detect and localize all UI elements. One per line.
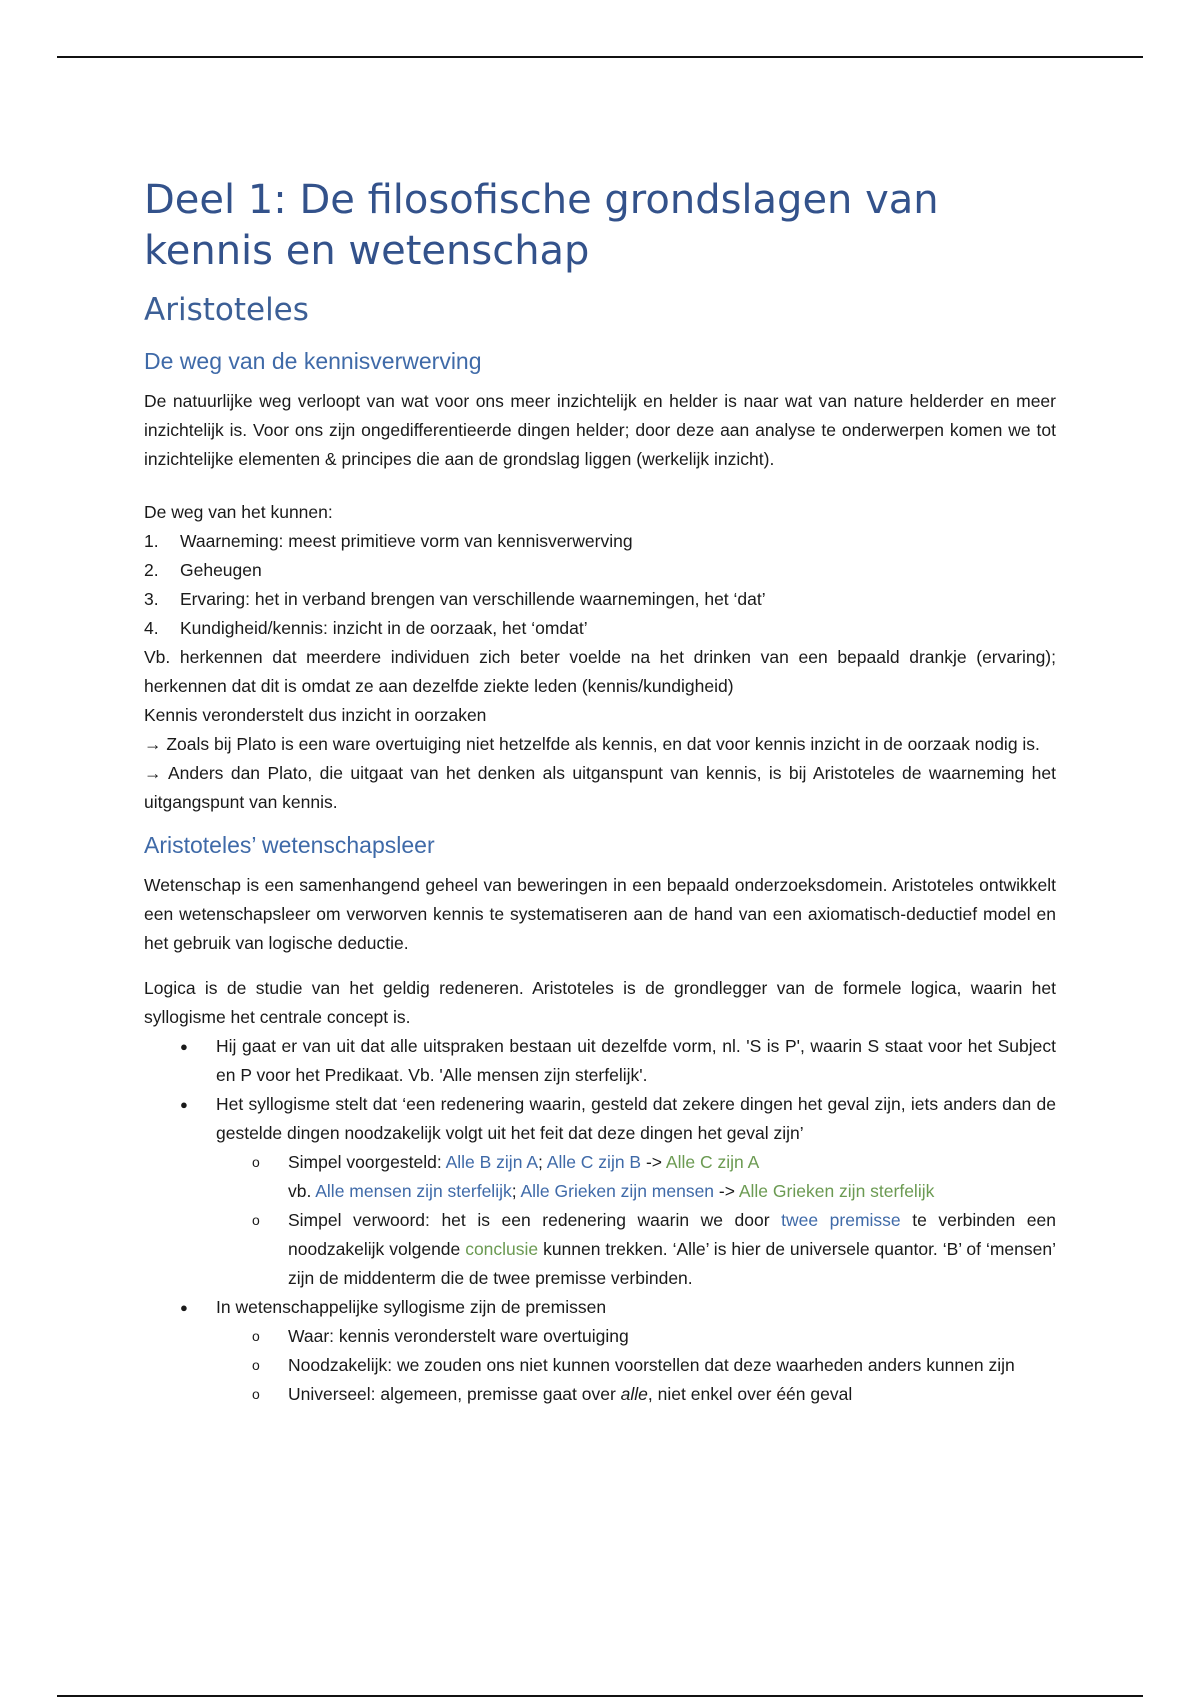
sub-item-voorgesteld: o Simpel voorgesteld: Alle B zijn A; Alle C zijn B -> Alle C zijn A vb. Alle mensen zijn sterfelijk; Alle Grieken zijn mensen -> Alle Grieken zijn sterfelijk bbox=[252, 1148, 1056, 1206]
wetenschap-paragraph: Wetenschap is een samenhangend geheel van beweringen in een bepaald onderzoeksdomein. Aristoteles ontwikkelt een wetenschapsleer om verworven kennis te systematiseren aan de hand van een axiomatisch-deductief model en het gebruik van logische deductie. bbox=[144, 875, 1056, 953]
sub-item-waar: o Waar: kennis veronderstelt ware overtuiging bbox=[252, 1322, 1056, 1351]
bullet-icon: ● bbox=[180, 1300, 188, 1315]
sub-item-universeel: o Universeel: algemeen, premisse gaat over alle, niet enkel over één geval bbox=[252, 1380, 1056, 1409]
bullet-item-syllogisme: ● Het syllogisme stelt dat ‘een redenering waarin, gesteld dat zekere dingen het geval zijn, iets anders dan de gestelde dingen noodzakelijk volgt uit het feit dat deze dingen het geval zijn’ o Simpel voorgesteld: Alle B zijn A; Alle C zijn B -> Alle C zijn A vb. Alle mensen zijn sterfelijk; Alle Grieken zijn mensen -> Alle Grieken zijn sterfelijk o Simpel verwoord: het is een redenering waarin we door twee premisse te verbinden een noodzakelijk volgende conclusie kunnen trekken. ‘Alle’ is hier de universele quantor. ‘B’ of ‘mensen’ zijn de middenterm die de twee premisse verbinden. bbox=[180, 1090, 1056, 1293]
sub-item-verwoord: o Simpel verwoord: het is een redenering waarin we door twee premisse te verbinden een noodzakelijk volgende conclusie kunnen trekken. ‘Alle’ is hier de universele quantor. ‘B’ of ‘mensen’ zijn de middenterm die de twee premisse verbinden. bbox=[252, 1206, 1056, 1293]
intro-paragraph: De natuurlijke weg verloopt van wat voor ons meer inzichtelijk en helder is naar wat van nature helderder en meer inzichtelijk is. Voor ons zijn ongedifferentieerde dingen helder; door deze aan analyse te onderwerpen komen we tot inzichtelijke elementen & principes die aan de grondslag liggen (werkelijk inzicht). bbox=[144, 391, 1056, 469]
circle-bullet-icon: o bbox=[252, 1386, 260, 1402]
bullet-icon: ● bbox=[180, 1097, 188, 1112]
subheading-kennisverwerving: De weg van de kennisverwerving bbox=[144, 348, 482, 374]
circle-bullet-icon: o bbox=[252, 1154, 260, 1170]
page-title: Deel 1: De filosofische grondslagen van kennis en wetenschap bbox=[144, 177, 939, 274]
list-item: 1. Waarneming: meest primitieve vorm van kennisverwerving bbox=[144, 531, 633, 551]
bottom-rule bbox=[57, 1695, 1143, 1697]
sub-list bbox=[216, 1322, 1056, 1409]
sub-item-noodzakelijk: o Noodzakelijk: we zouden ons niet kunnen voorstellen dat deze waarheden anders kunnen zijn bbox=[252, 1351, 1056, 1380]
bullet-icon: ● bbox=[180, 1039, 188, 1054]
numbered-list bbox=[144, 527, 1056, 643]
sub-list bbox=[216, 1148, 1056, 1293]
circle-bullet-icon: o bbox=[252, 1212, 260, 1228]
list-item: 2. Geheugen bbox=[144, 560, 262, 580]
conclusion-line: Kennis veronderstelt dus inzicht in oorzaken bbox=[144, 705, 487, 725]
list-title: De weg van het kunnen: bbox=[144, 502, 333, 522]
top-rule bbox=[57, 56, 1143, 58]
circle-bullet-icon: o bbox=[252, 1357, 260, 1373]
document-body bbox=[144, 175, 1056, 1409]
arrow-note-plato-similarity: → Zoals bij Plato is een ware overtuiging niet hetzelfde als kennis, en dat voor kennis inzicht in de oorzaak nodig is. bbox=[144, 734, 1040, 754]
logica-paragraph: Logica is de studie van het geldig redeneren. Aristoteles is de grondlegger van de formele logica, waarin het syllogisme het centrale concept is. bbox=[144, 978, 1056, 1027]
section-heading-aristoteles: Aristoteles bbox=[144, 292, 309, 328]
list-item: 3. Ervaring: het in verband brengen van verschillende waarnemingen, het ‘dat’ bbox=[144, 589, 766, 609]
arrow-note-plato-difference: → Anders dan Plato, die uitgaat van het denken als uitganspunt van kennis, is bij Aristoteles de waarneming het uitgangspunt van kennis. bbox=[144, 763, 1056, 812]
bullet-list bbox=[144, 1032, 1056, 1409]
bullet-item-premissen: ● In wetenschappelijke syllogisme zijn de premissen o Waar: kennis veronderstelt ware overtuiging o Noodzakelijk: we zouden ons niet kunnen voorstellen dat deze waarheden anders kunnen zijn o Universeel: algemeen, premisse gaat over alle, niet enkel over één geval bbox=[180, 1293, 1056, 1409]
example-paragraph: Vb. herkennen dat meerdere individuen zich beter voelde na het drinken van een bepaald drankje (ervaring); herkennen dat dit is omdat ze aan dezelfde ziekte leden (kennis/kundigheid) bbox=[144, 647, 1056, 696]
bullet-item-vorm: ● Hij gaat er van uit dat alle uitspraken bestaan uit dezelfde vorm, nl. 'S is P', waarin S staat voor het Subject en P voor het Predikaat. Vb. 'Alle mensen zijn sterfelijk'. bbox=[180, 1032, 1056, 1090]
list-item: 4. Kundigheid/kennis: inzicht in de oorzaak, het ‘omdat’ bbox=[144, 618, 588, 638]
circle-bullet-icon: o bbox=[252, 1328, 260, 1344]
subheading-wetenschapsleer: Aristoteles’ wetenschapsleer bbox=[144, 832, 435, 858]
